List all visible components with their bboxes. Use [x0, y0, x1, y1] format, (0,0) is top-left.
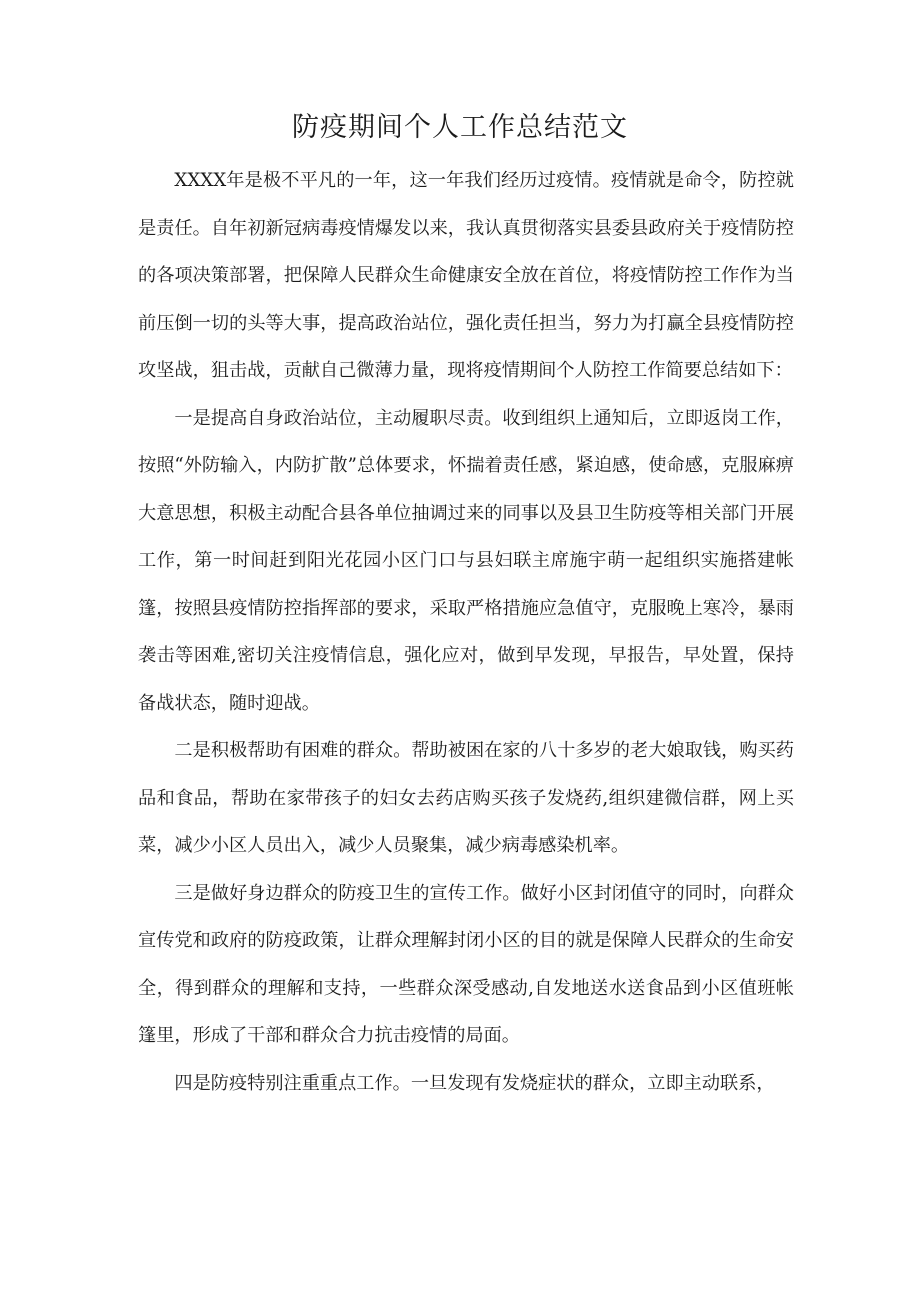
- paragraph-point-three: 三是做好身边群众的防疫卫生的宣传工作。做好小区封闭值守的同时，向群众宣传党和政府的防疫政策，让群众理解封闭小区的目的就是保障人民群众的生命安全，得到群众的理解和支持，一些群众深受感动,自发地送水送食品到小区值班帐篷里，形成了干部和群众合力抗击疫情的局面。: [138, 882, 794, 1046]
- paragraph-point-four: 四是防疫特别注重重点工作。一旦发现有发烧症状的群众，立即主动联系，: [174, 1072, 775, 1094]
- paragraph-intro: XXXX年是极不平凡的一年，这一年我们经历过疫情。疫情就是命令，防控就是责任。自年初新冠病毒疫情爆发以来，我认真贯彻落实县委县政府关于疫情防控的各项决策部署，把保障人民群众生命健康安全放在首位，将疫情防控工作作为当前压倒一切的头等大事，提高政治站位，强化责任担当，努力为打赢全县疫情防控攻坚战，狙击战，贡献自己微薄力量，现将疫情期间个人防控工作简要总结如下：: [138, 170, 794, 381]
- paragraph-point-one: 一是提高自身政治站位，主动履职尽责。收到组织上通知后，立即返岗工作，按照“外防输入，内防扩散”总体要求，怀揣着责任感，紧迫感，使命感，克服麻痹大意思想，积极主动配合县各单位抽调过来的同事以及县卫生防疫等相关部门开展工作，第一时间赶到阳光花园小区门口与县妇联主席施宇萌一起组织实施搭建帐篷，按照县疫情防控指挥部的要求，采取严格措施应急值守，克服晚上寒冷，暴雨袭击等困难,密切关注疫情信息，强化应对，做到早发现，早报告，早处置，保持备战状态，随时迎战。: [138, 407, 794, 714]
- document-body: [138, 157, 794, 1107]
- document-title: 防疫期间个人工作总结范文: [292, 112, 628, 143]
- paragraph-point-two: 二是积极帮助有困难的群众。帮助被困在家的八十多岁的老大娘取钱，购买药品和食品，帮助在家带孩子的妇女去药店购买孩子发烧药,组织建微信群，网上买菜，减少小区人员出入，减少人员聚集，减少病毒感染机率。: [138, 740, 794, 856]
